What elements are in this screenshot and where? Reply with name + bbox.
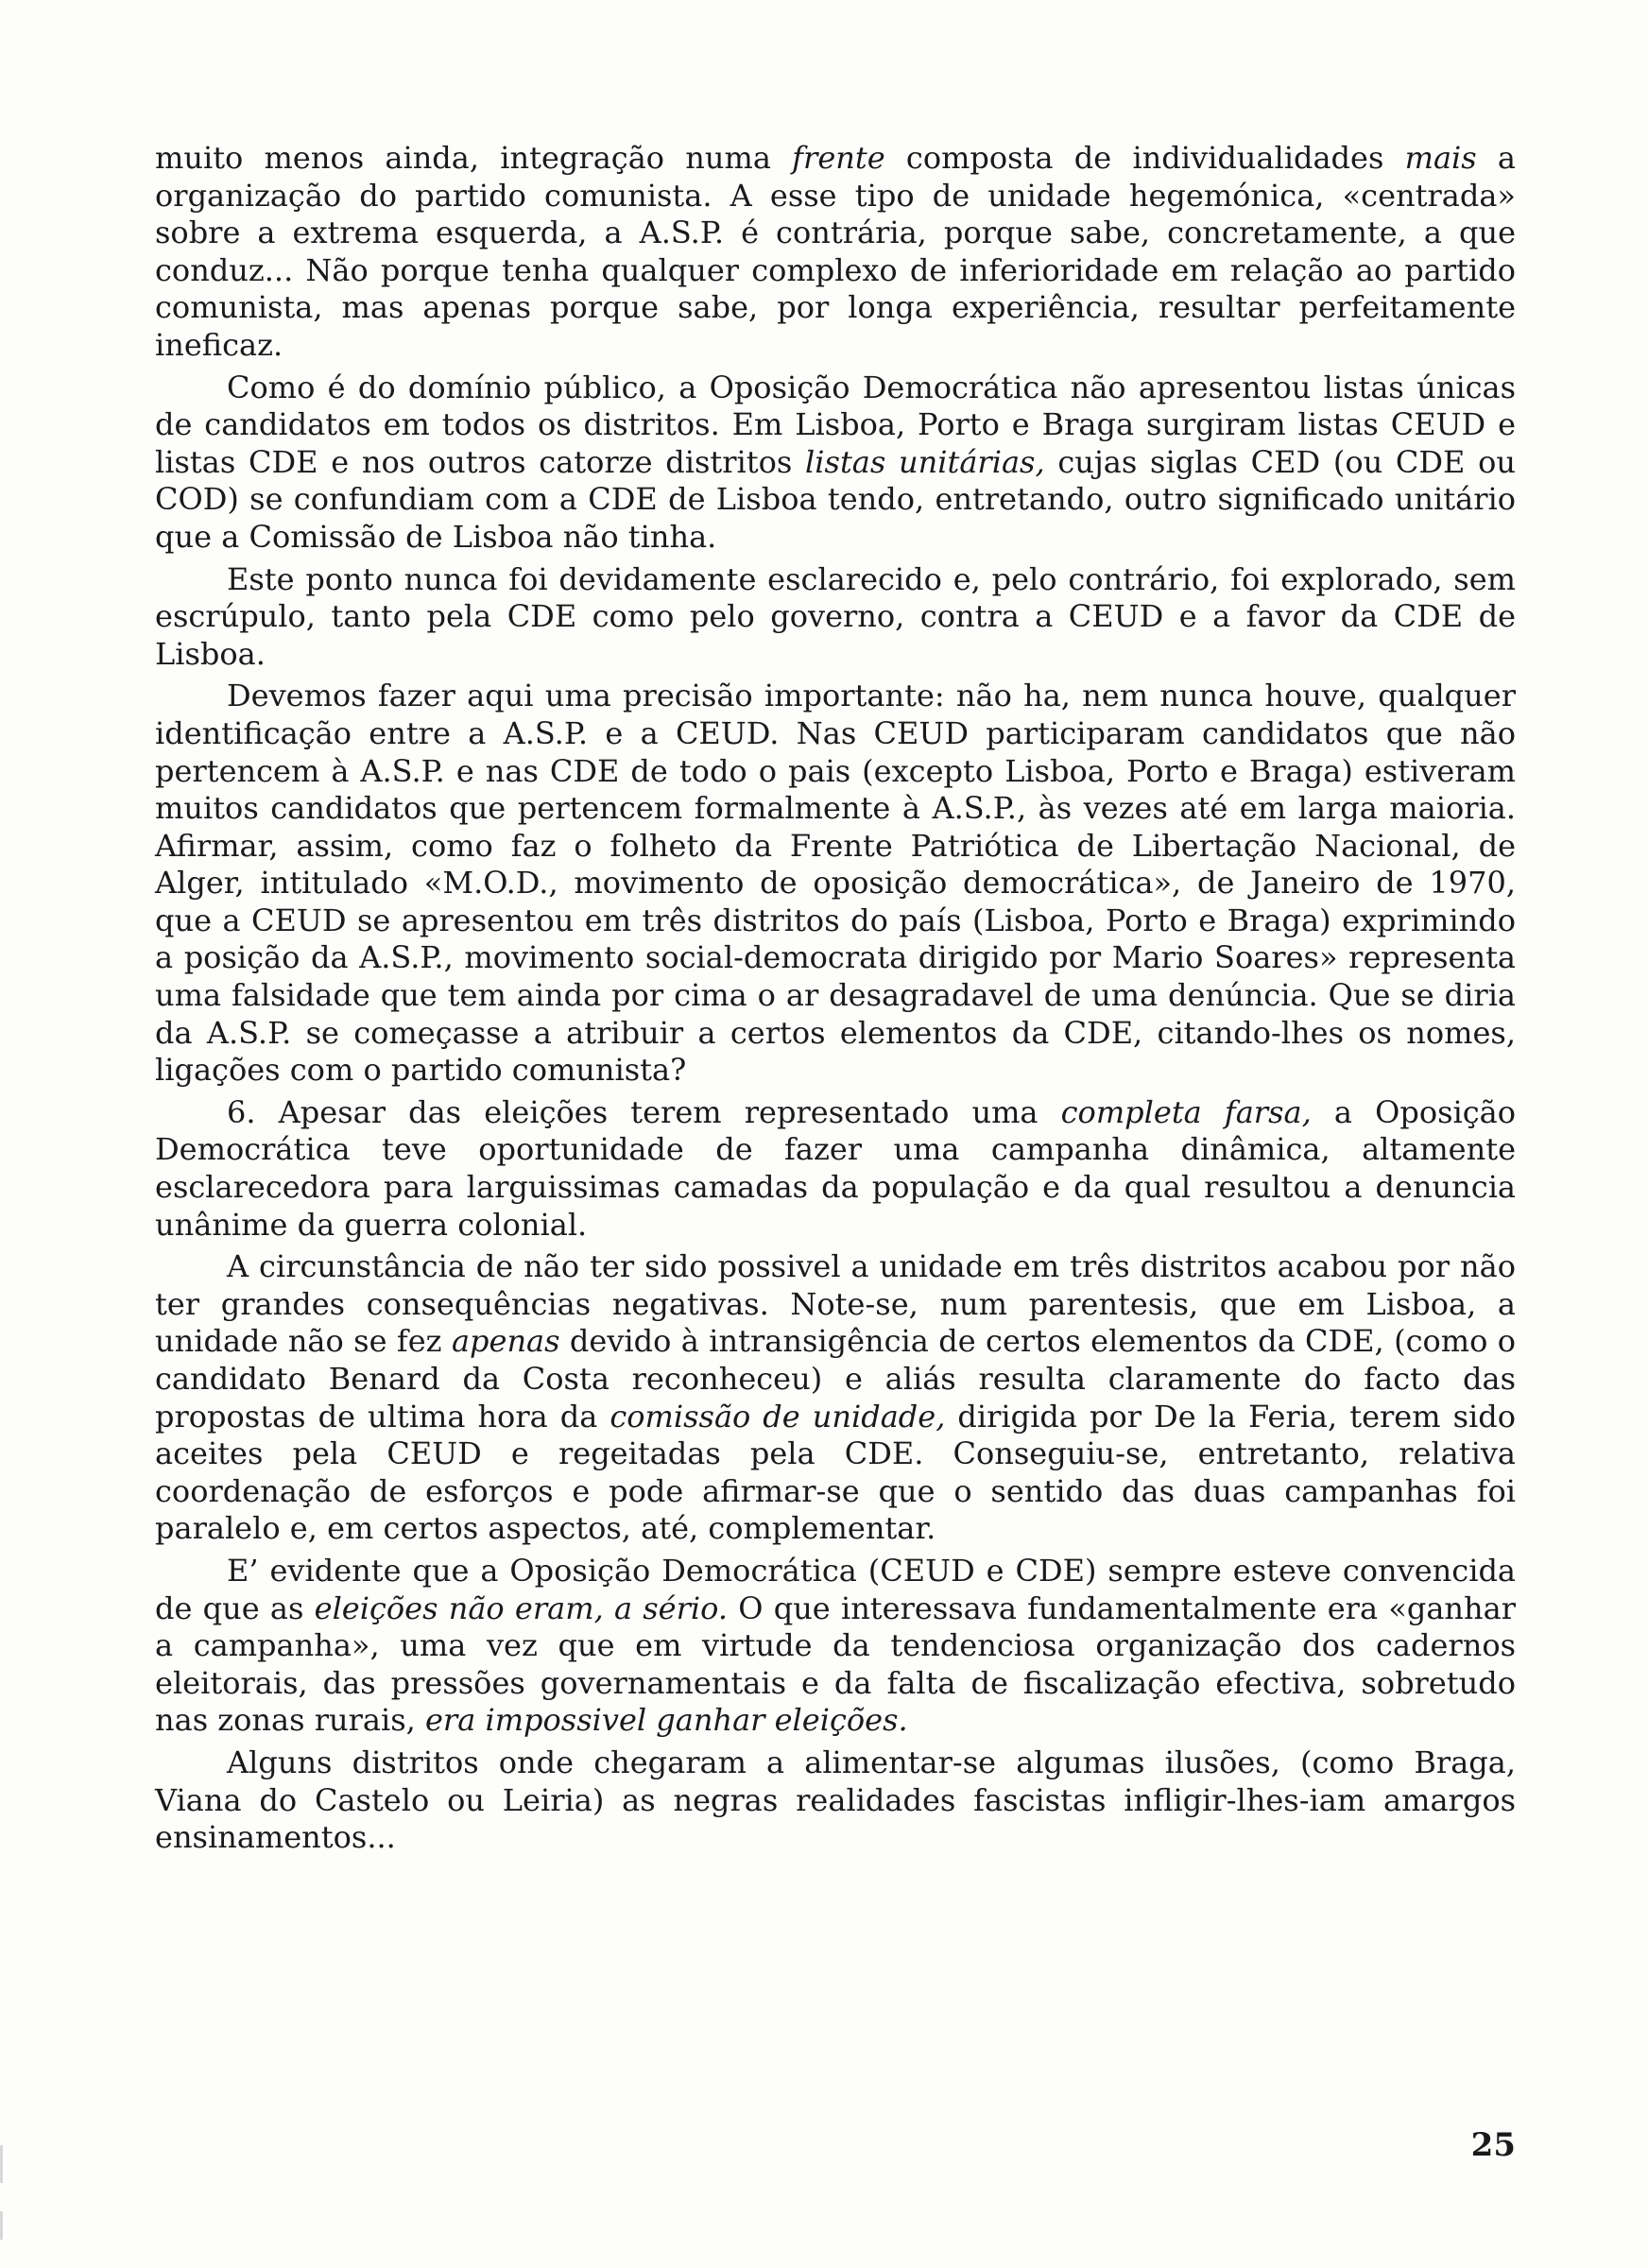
paragraph [155, 369, 1516, 557]
text-run: Este ponto nunca foi devidamente esclarecido e, pelo contrário, foi explorado, sem escrúpulo, tanto pela CDE como pelo governo, contra a CEUD e a favor da CDE de Lisboa. [155, 560, 1516, 672]
text-run: cujas siglas CED (ou CDE ou COD) se confundiam com a CDE de Lisboa tendo, entretando, outro significado unitário que a Comissão de Lisboa não tinha. [155, 443, 1517, 555]
italic-text: mais [1404, 140, 1477, 176]
paragraph [155, 140, 1516, 365]
italic-text: comissão de unidade, [609, 1398, 946, 1435]
italic-text: completa farsa, [1060, 1093, 1312, 1130]
text-run: muito menos ainda, integração numa [155, 140, 793, 176]
italic-text: era impossivel ganhar eleições. [424, 1702, 908, 1739]
italic-text: frente [792, 140, 885, 176]
text-run: O que interessava fundamentalmente era «ganhar a campanha», uma vez que em virtude da tendenciosa organização dos cadernos eleitorais, das pressões governamentais e da falta de fiscalização efectiva, sobretudo nas zonas rurais, [155, 1589, 1517, 1739]
text-run: a Oposição Democrática teve oportunidade de fazer uma campanha dinâmica, altamente esclarecedora para larguissimas camadas da população e da qual resultou a denuncia unânime da guerra colonial. [155, 1093, 1516, 1243]
text-run: E’ evidente que a Oposição Democrática (CEUD e CDE) sempre esteve convencida de que as [155, 1552, 1516, 1626]
italic-text: apenas [451, 1323, 560, 1360]
text-run: Alguns distritos onde chegaram a alimentar-se algumas ilusões, (como Braga, Viana do Castelo ou Leiria) as negras realidades fascistas infligir-lhes-iam amargos ensinamentos... [155, 1744, 1516, 1856]
text-run: a organização do partido comunista. A esse tipo de unidade hegemónica, «centrada» sobre a extrema esquerda, a A.S.P. é contrária, porque sabe, concretamente, a que conduz... Não porque tenha qualquer complexo de inferioridade em relação ao partido comunista, mas apenas porque sabe, por longa experiência, resultar perfeitamente ineficaz. [155, 140, 1517, 363]
page-number: 25 [1470, 2126, 1516, 2164]
scan-edge-mark [0, 2145, 3, 2183]
text-run: 6. Apesar das eleições terem representado uma [227, 1093, 1061, 1130]
text-run: Como é do domínio público, a Oposição Democrática não apresentou listas únicas de candidatos em todos os distritos. Em Lisboa, Porto e Braga surgiram listas CEUD e listas CDE e nos outros catorze distritos [155, 369, 1516, 480]
paragraph [155, 1553, 1516, 1740]
paragraph [155, 561, 1516, 674]
text-run: devido à intransigência de certos elementos da CDE, (como o candidato Benard da Costa reconheceu) e aliás resulta claramente do facto das propostas de ultima hora da [155, 1323, 1517, 1435]
body-text [155, 140, 1516, 1862]
paragraph [155, 1094, 1516, 1244]
text-run: composta de individualidades [884, 140, 1405, 176]
text-run: Devemos fazer aqui uma precisão importante: não ha, nem nunca houve, qualquer identificação entre a A.S.P. e a CEUD. Nas CEUD participaram candidatos que não pertencem à A.S.P. e nas CDE de todo o pais (excepto Lisboa, Porto e Braga) estiveram muitos candidatos que pertencem formalmente à A.S.P., às vezes até em larga maioria. Afirmar, assim, como faz o folheto da Frente Patriótica de Libertação Nacional, de Alger, intitulado «M.O.D., movimento de oposição democrática», de Janeiro de 1970, que a CEUD se apresentou em três distritos do país (Lisboa, Porto e Braga) exprimindo a posição da A.S.P., movimento social-democrata dirigido por Mario Soares» representa uma falsidade que tem ainda por cima o ar desagradavel de uma denúncia. Que se diria da A.S.P. se começasse a atribuir a certos elementos da CDE, citando-lhes os nomes, ligações com o partido comunista? [155, 678, 1516, 1089]
italic-text: listas unitárias, [805, 443, 1045, 480]
text-run: dirigida por De la Feria, terem sido aceites pela CEUD e regeitadas pela CDE. Conseguiu-se, entretanto, relativa coordenação de esforços e pode afirmar-se que o sentido das duas campanhas foi paralelo e, em certos aspectos, até, complementar. [155, 1398, 1517, 1547]
italic-text: eleições não eram, a sério. [314, 1589, 729, 1626]
paragraph [155, 1744, 1516, 1857]
scan-edge-mark [0, 2211, 3, 2240]
text-run: A circunstância de não ter sido possivel a unidade em três distritos acabou por não ter grandes consequências negativas. Note-se, num parentesis, que em Lisboa, a unidade não se fez [155, 1248, 1516, 1360]
paragraph [155, 678, 1516, 1090]
paragraph [155, 1248, 1516, 1548]
